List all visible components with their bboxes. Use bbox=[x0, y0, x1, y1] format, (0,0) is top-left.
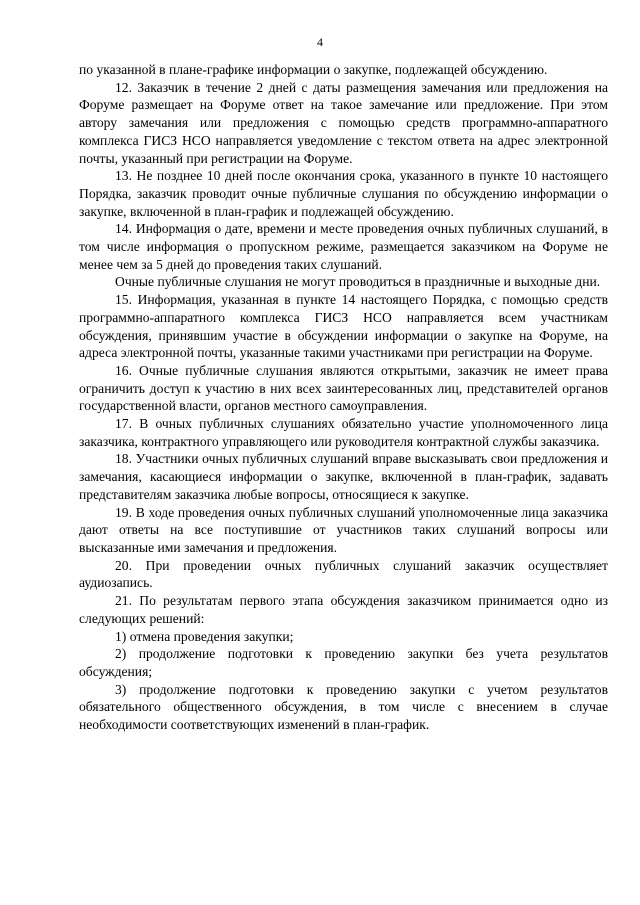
paragraph-item-14-note: Очные публичные слушания не могут проводиться в праздничные и выходные дни. bbox=[115, 274, 601, 290]
list-item-option-2: 2) продолжение подготовки к проведению закупки без учета результатов обсуждения; bbox=[79, 646, 608, 679]
paragraph-item-20: 20. При проведении очных публичных слушаний заказчик осуществляет аудиозапись. bbox=[79, 557, 608, 591]
paragraph-item-18: 18. Участники очных публичных слушаний вправе высказывать свои предложения и замечания, касающиеся информации о закупке, включенной в план-график, задавать представителям заказчика любые вопросы, относящиеся к закупке. bbox=[79, 451, 608, 502]
paragraph-continuation: по указанной в плане-графике информации о закупке, подлежащей обсуждению. bbox=[79, 62, 548, 77]
paragraph-item-12: 12. Заказчик в течение 2 дней с даты размещения замечания или предложения на Форуме размещает на Форуме ответ на такое замечание или предложение. При этом автору замечания или предложения с помощью средств программно-аппаратного комплекса ГИСЗ НСО направляется уведомление с текстом ответа на адрес электронной почты, указанный при регистрации на Форуме. bbox=[79, 79, 608, 166]
list-item-option-3: 3) продолжение подготовки к проведению закупки с учетом результатов обязательного общественного обсуждения, в том числе с внесением в случае необходимости соответствующих изменений в план-график. bbox=[79, 681, 608, 733]
document-body bbox=[79, 61, 608, 734]
paragraph-item-14: 14. Информация о дате, времени и месте проведения очных публичных слушаний, в том числе информация о пропускном режиме, размещается заказчиком на Форуме не менее чем за 5 дней до проведения таких слушаний. bbox=[79, 221, 608, 272]
list-item-option-1: 1) отмена проведения закупки; bbox=[115, 628, 294, 644]
paragraph-item-21: 21. По результатам первого этапа обсуждения заказчиком принимается одно из следующих решений: bbox=[79, 593, 608, 626]
page-number: 4 bbox=[317, 35, 323, 49]
paragraph-item-15: 15. Информация, указанная в пункте 14 настоящего Порядка, с помощью средств программно-аппаратного комплекса ГИСЗ НСО направляется всем участникам обсуждения, принявшим участие в обсуждении информации о закупке на Форуме, на адреса электронной почты, указанные такими участниками при регистрации на Форуме. bbox=[79, 292, 608, 361]
paragraph-item-13: 13. Не позднее 10 дней после окончания срока, указанного в пункте 10 настоящего Порядка, заказчик проводит очные публичные слушания по обсуждению информации о закупке, включенной в план-график и подлежащей обсуждению. bbox=[79, 168, 608, 219]
paragraph-item-16: 16. Очные публичные слушания являются открытыми, заказчик не имеет права ограничить доступ к участию в них всех заинтересованных лиц, представителей органов государственной власти, органов местного самоуправления. bbox=[79, 362, 608, 414]
paragraph-item-19: 19. В ходе проведения очных публичных слушаний уполномоченные лица заказчика дают ответы на все поступившие от участников таких слушаний вопросы или высказанные ими замечания и предложения. bbox=[79, 504, 608, 555]
paragraph-item-17: 17. В очных публичных слушаниях обязательно участие уполномоченного лица заказчика, контрактного управляющего или руководителя контрактной службы заказчика. bbox=[79, 416, 608, 449]
